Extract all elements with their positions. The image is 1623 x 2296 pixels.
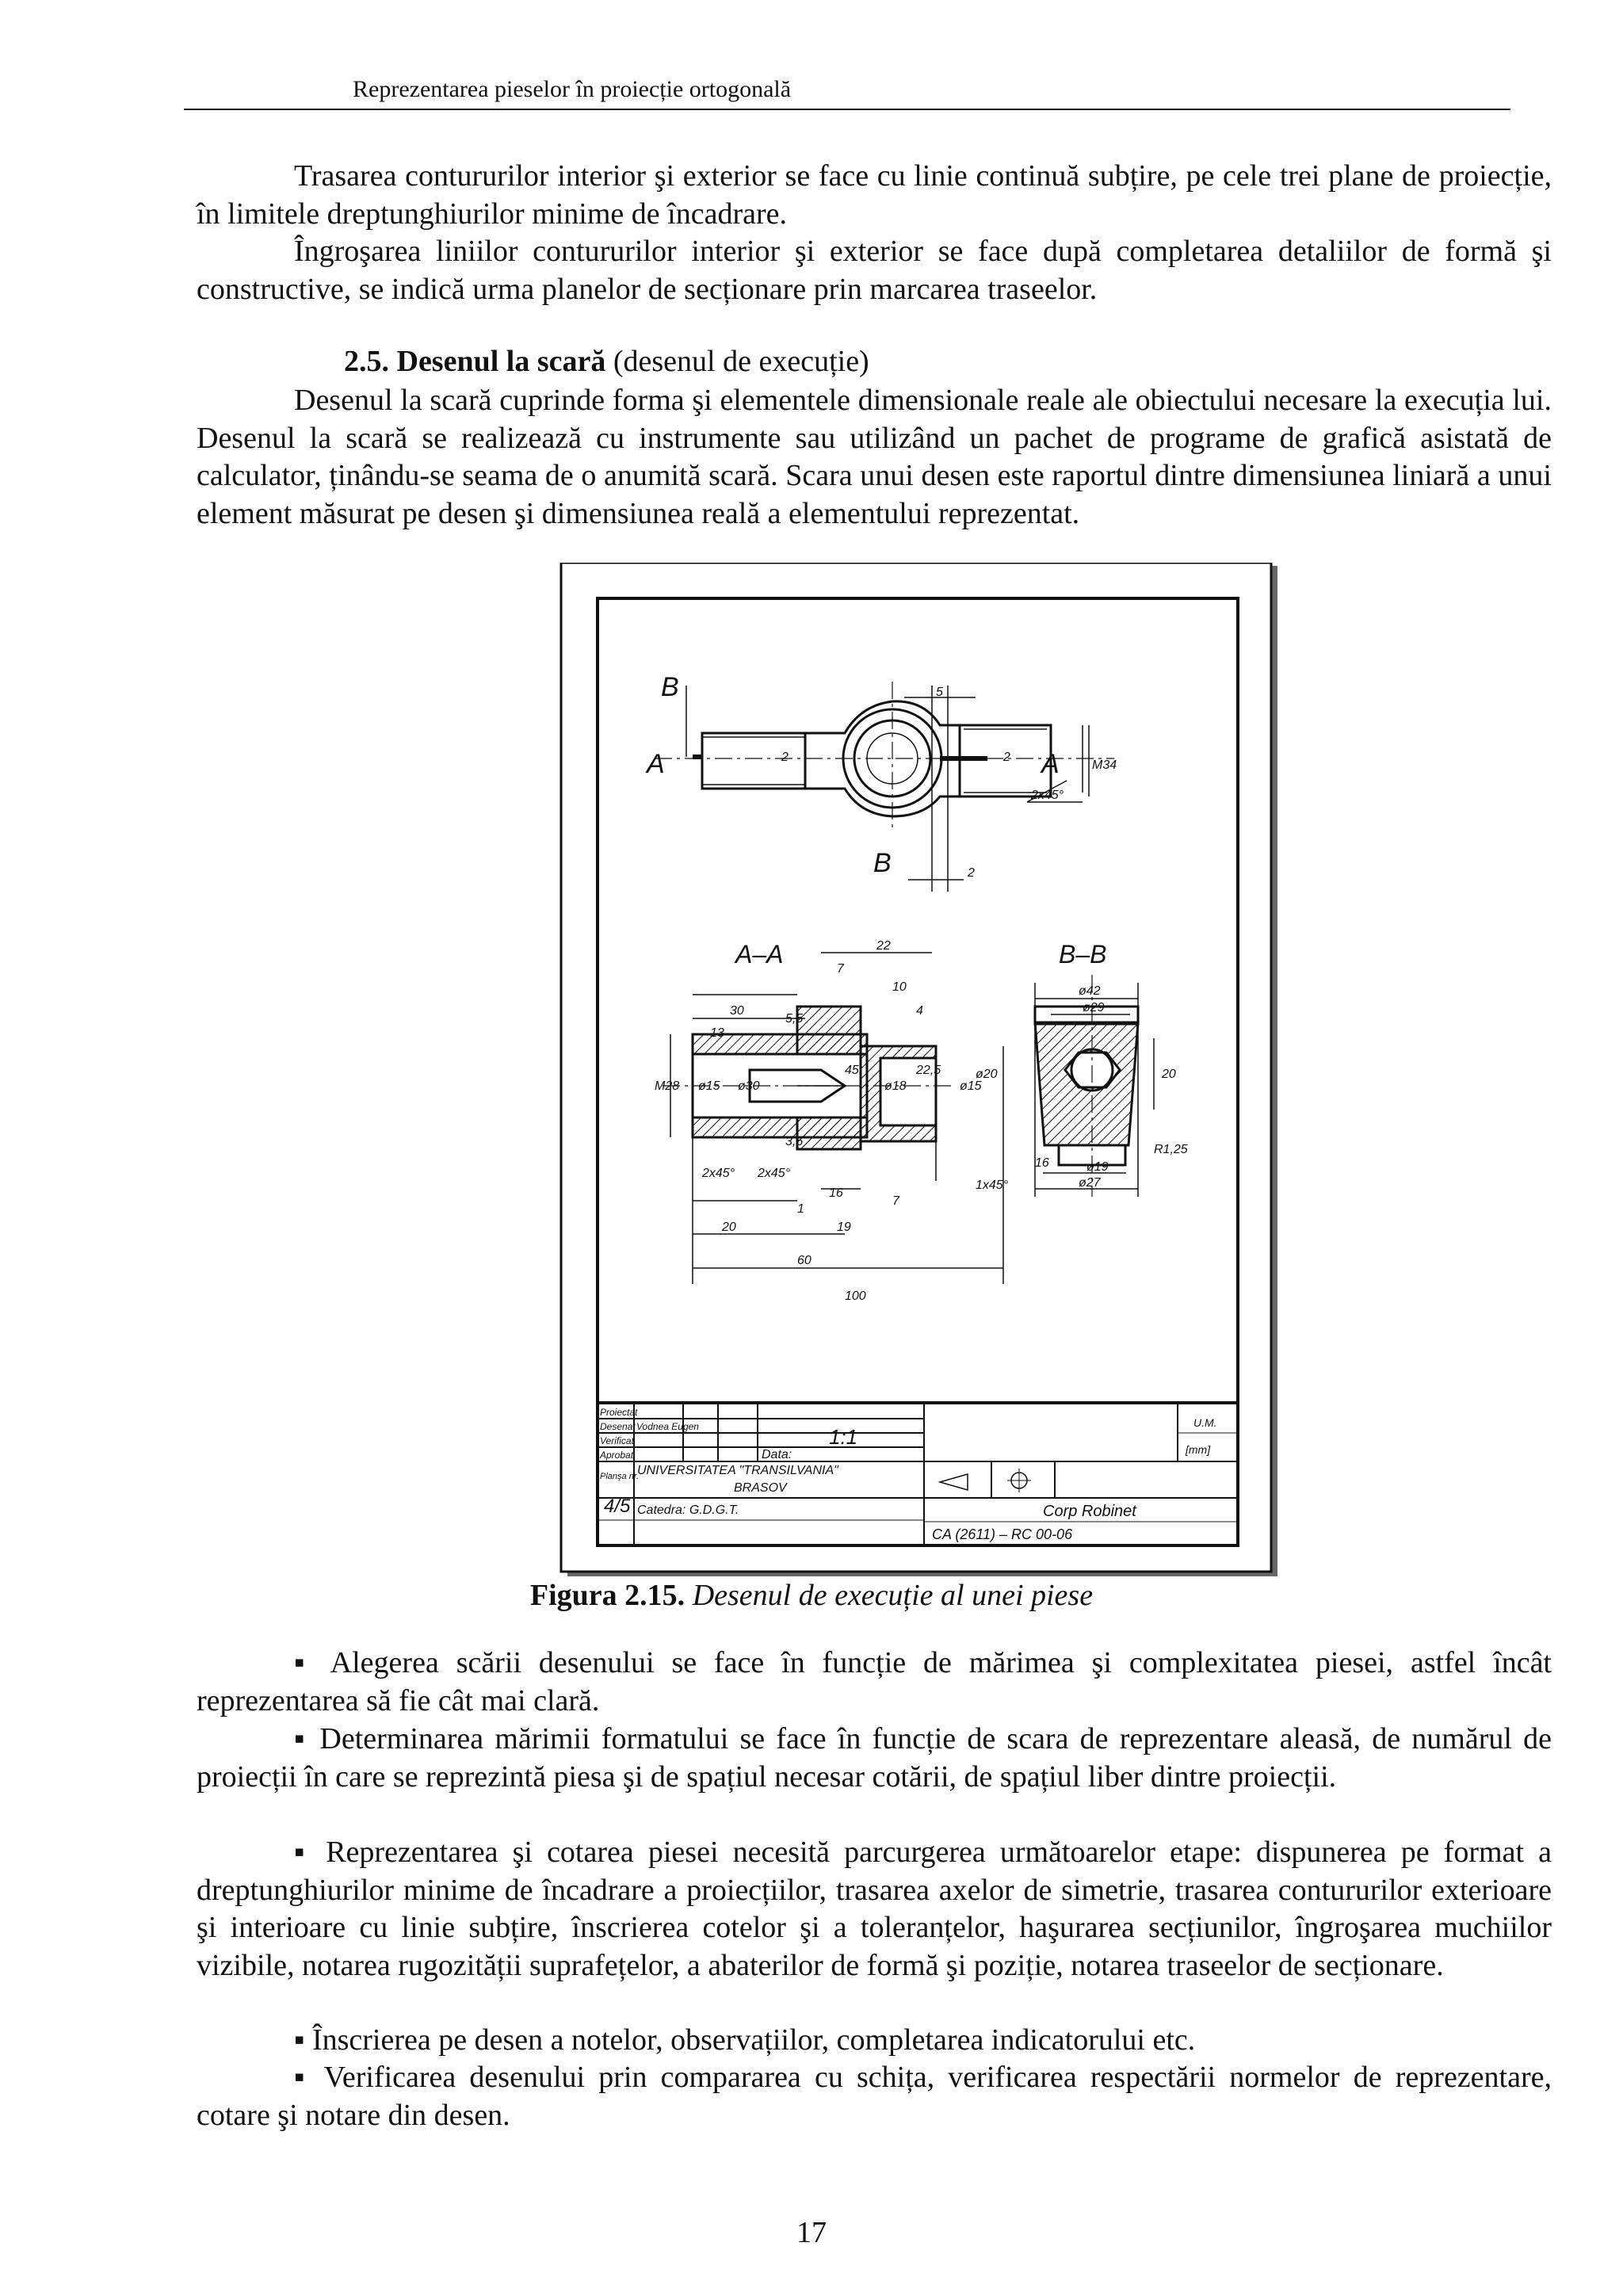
bullet-2: ▪ Determinarea mărimii formatului se face în funcție de scara de reprezentare aleasă, de numărul de proiecții în care se reprezintă piesa şi de spațiul necesar cotării, de spațiul liber dintre proiecții. [197, 1722, 1552, 1794]
page-number: 17 [796, 2216, 827, 2249]
caption-text: Desenul de execuție al unei piese [692, 1579, 1094, 1612]
tb-sheet: 4/5 [604, 1496, 631, 1517]
aa-dim-45: 45 [845, 1064, 859, 1077]
tb-date-label: Data: [762, 1448, 792, 1461]
tb-units-top: U.M. [1193, 1416, 1217, 1429]
tb-city: BRASOV [734, 1481, 787, 1495]
mark-a-right: A [1041, 749, 1060, 779]
aa-dim-m28: M28 [655, 1079, 680, 1093]
mark-b-top: B [661, 672, 679, 702]
bb-dim-20: 20 [1162, 1068, 1176, 1081]
tb-department: Catedra: G.D.G.T. [637, 1503, 739, 1517]
top-dim-2a: 2 [781, 751, 789, 764]
aa-dim-d30: ø30 [738, 1079, 760, 1093]
tb-role-proiectat: Proiectat [600, 1407, 638, 1418]
aa-dim-22-5: 22,5 [916, 1064, 941, 1077]
tb-drawn-by: Vodnea Eugen [636, 1421, 699, 1432]
aa-dim-19: 19 [837, 1221, 851, 1234]
view-label-aa: A–A [735, 940, 784, 968]
tb-role-verificat: Verificat [600, 1435, 634, 1446]
aa-dim-5-5: 5,5 [785, 1012, 804, 1026]
bb-dim-r125: R1,25 [1154, 1143, 1188, 1156]
section-subtitle: (desenul de execuție) [613, 345, 869, 378]
aa-dim-3-5: 3,5 [785, 1135, 804, 1148]
bullet-1: ▪ Alegerea scării desenului se face în funcție de mărimea şi complexitatea piesei, astfel încât reprezentarea să fie cât mai clară. [197, 1646, 1552, 1717]
tb-code: CA (2611) – RC 00-06 [932, 1526, 1073, 1542]
technical-drawing [559, 563, 1282, 1581]
bb-dim-d27: ø27 [1079, 1176, 1101, 1190]
aa-dim-chamfer1: 2x45° [702, 1167, 735, 1180]
figure-caption [0, 1578, 1623, 1613]
section-paragraph: Desenul la scară cuprinde forma şi elementele dimensionale reale ale obiectului necesare la execuția lui. Desenul la scară se realizează cu instrumente sau utilizând un pachet de programe de grafică asistată de calculator, ținându-se seama de o anumită scară. Scara unui desen este raportul dintre dimensiunea liniară a unui element măsurat pe desen şi dimensiunea reală a elementului reprezentat. [197, 384, 1552, 530]
aa-dim-7b: 7 [892, 1194, 899, 1208]
aa-dim-60: 60 [797, 1254, 812, 1267]
aa-dim-1: 1 [797, 1202, 804, 1216]
tb-role-aprobat: Aprobat [600, 1450, 634, 1461]
bb-dim-d19: ø19 [1086, 1160, 1109, 1174]
bb-dim-d42: ø42 [1079, 984, 1101, 998]
section-heading [344, 343, 869, 380]
section-number: 2.5. [344, 345, 389, 378]
running-header: Reprezentarea pieselor în proiecție ortogonală [353, 76, 792, 102]
bb-dim-d29: ø29 [1083, 1001, 1105, 1014]
tb-institution: UNIVERSITATEA "TRANSILVANIA" [637, 1464, 838, 1477]
aa-dim-13: 13 [710, 1026, 724, 1040]
mark-b-bottom: B [873, 848, 892, 878]
tb-units: [mm] [1186, 1443, 1211, 1456]
paragraph-1: Trasarea contururilor interior şi exterior se face cu linie continuă subțire, pe cele trei plane de proiecție, în limitele dreptunghiurilor minime de încadrare. [197, 159, 1552, 231]
view-label-bb: B–B [1059, 940, 1107, 968]
top-dim-m34: M34 [1092, 758, 1117, 772]
caption-label: Figura 2.15. [529, 1579, 685, 1612]
header-rule [184, 109, 1510, 110]
aa-dim-d15b: ø15 [960, 1079, 982, 1093]
top-dim-2b: 2 [1003, 751, 1010, 764]
aa-dim-16: 16 [829, 1186, 843, 1200]
aa-dim-d15: ø15 [698, 1079, 720, 1093]
aa-dim-d18: ø18 [884, 1079, 907, 1093]
section-title: Desenul la scară [396, 345, 606, 378]
aa-dim-4: 4 [916, 1004, 923, 1018]
aa-dim-22: 22 [876, 939, 891, 953]
top-dim-2c: 2 [968, 866, 975, 880]
aa-dim-d20: ø20 [976, 1068, 998, 1081]
aa-dim-7: 7 [837, 962, 844, 976]
mark-a-left: A [647, 749, 665, 779]
paragraph-2: Îngroşarea liniilor contururilor interior şi exterior se face după completarea detaliilor de formă şi constructive, se indică urma planelor de secționare prin marcarea traseelor. [197, 235, 1552, 306]
tb-role-desenat: Desenat [600, 1421, 636, 1432]
tb-part-name: Corp Robinet [1043, 1503, 1136, 1520]
aa-dim-100: 100 [845, 1289, 866, 1303]
top-dim-5: 5 [936, 686, 943, 699]
aa-dim-1x45: 1x45° [976, 1179, 1009, 1192]
bullet-3: ▪ Reprezentarea şi cotarea piesei necesită parcurgerea următoarelor etape: dispunerea pe format a dreptunghiurilor minime de încadrare a proiecțiilor, trasarea axelor de simetrie, trasarea contururilor exterioare şi interioare cu linie subțire, înscrierea cotelor şi a toleranțelor, haşurarea secțiunilor, îngroşarea muchiilor vizibile, notarea rugozității suprafețelor, a abaterilor de formă şi poziție, notarea traseelor de secționare. [197, 1836, 1552, 1982]
tb-sheet-label: Planşa nr. [600, 1472, 640, 1481]
aa-dim-chamfer2: 2x45° [758, 1167, 791, 1180]
aa-dim-30: 30 [730, 1004, 744, 1018]
aa-dim-20: 20 [722, 1221, 736, 1234]
bullet-5: ▪ Verificarea desenului prin compararea cu schița, verificarea respectării normelor de reprezentare, cotare şi notare din desen. [197, 2061, 1552, 2132]
bullet-4: ▪ Înscrierea pe desen a notelor, observațiilor, completarea indicatorului etc. [294, 2023, 1196, 2057]
aa-dim-10: 10 [892, 980, 907, 994]
tb-scale: 1:1 [829, 1425, 858, 1449]
figure-drawing [559, 563, 1282, 1581]
top-dim-chamfer: 2x45° [1031, 789, 1064, 802]
bb-dim-16: 16 [1035, 1156, 1049, 1170]
